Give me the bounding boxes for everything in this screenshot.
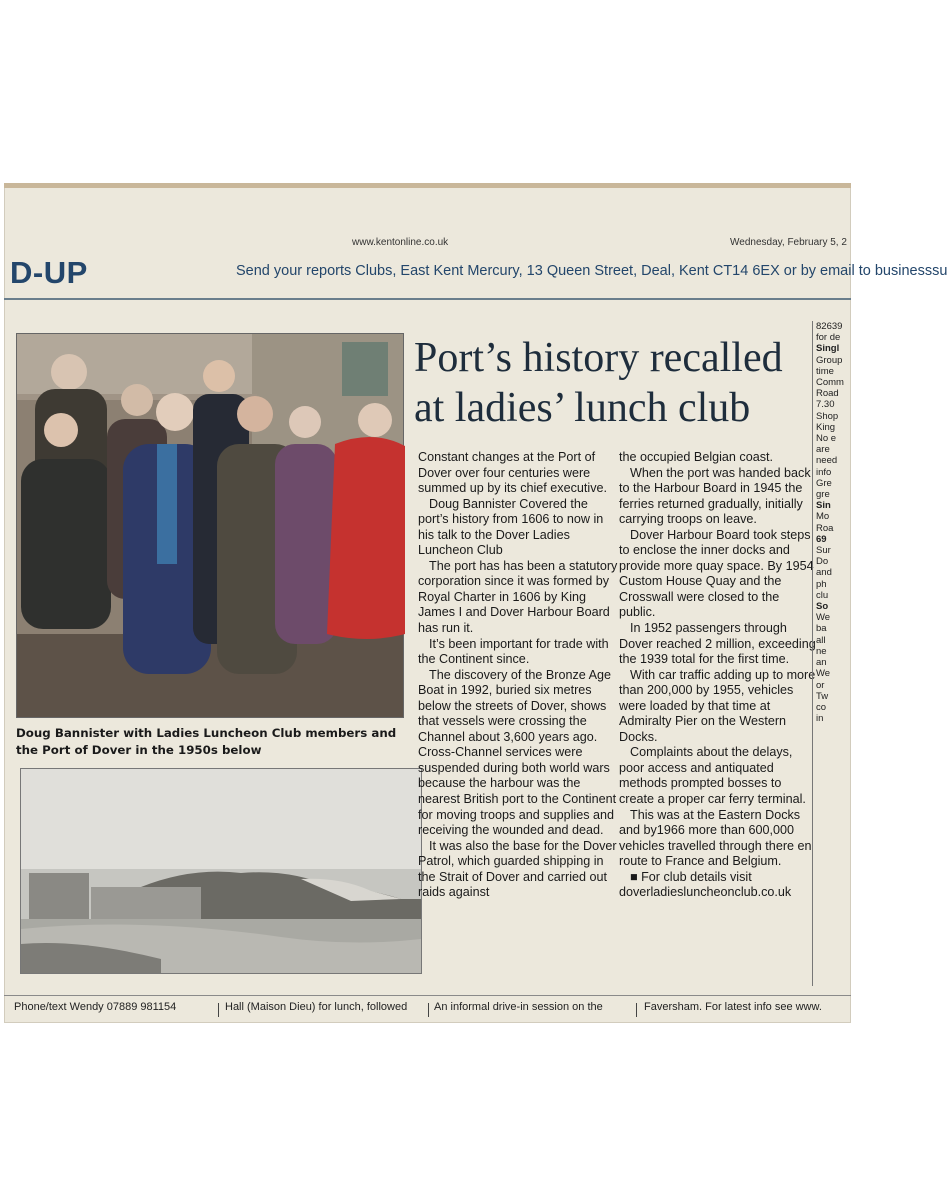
sidebar-fragment-line: and	[816, 567, 832, 579]
header-url: www.kentonline.co.uk	[352, 237, 449, 248]
section-tag: D-UP	[10, 255, 88, 290]
paragraph: It’s been important for trade with the Continent since.	[418, 636, 609, 667]
sidebar-fragment-line: Group	[816, 354, 843, 366]
paragraph: In 1952 passengers through Dover reached 2 million, exceeding the 1939 total for the first time.	[619, 621, 816, 667]
paragraph: Constant changes at the Port of Dover over four centuries were summed up by its chief executive.	[418, 450, 607, 496]
paragraph: Complaints about the delays, poor access and antiquated methods prompted bosses to create a proper car ferry terminal.	[619, 745, 806, 807]
paragraph: With car traffic adding up to more than 200,000 by 1955, vehicles were loaded by that time at Admiralty Pier on the Western Docks.	[619, 667, 816, 744]
sidebar-fragment-line: or	[816, 679, 825, 691]
footer-rule	[4, 995, 851, 996]
footer-separator	[428, 1003, 429, 1017]
adjacent-column-fragment	[812, 321, 858, 986]
clipping-top-edge	[4, 183, 851, 188]
sidebar-fragment-line: Gre	[816, 477, 832, 489]
footer-separator	[218, 1003, 219, 1017]
paragraph: Doug Bannister Covered the port’s history from 1606 to now in his talk to the Dover Ladies Luncheon Club	[418, 496, 604, 558]
paragraph: When the port was handed back to the Harbour Board in 1945 the ferries returned gradually, initially carrying troops on leave.	[619, 465, 811, 527]
footer-text-3: An informal drive-in session on the	[434, 1001, 603, 1013]
sidebar-fragment-line: Tw	[816, 690, 829, 702]
sidebar-fragment-line: No e	[816, 433, 837, 445]
port-of-dover-photo	[20, 768, 422, 974]
sidebar-fragment-line: King	[816, 421, 836, 433]
footer-text-1: Phone/text Wendy 07889 981154	[14, 1001, 177, 1013]
sidebar-fragment-line: Comm	[816, 377, 844, 389]
sidebar-fragment-line: Roa	[816, 522, 834, 534]
newspaper-clipping	[4, 183, 947, 1023]
sidebar-fragment-line: 7.30	[816, 399, 835, 411]
sidebar-fragment-line: 69	[816, 533, 827, 545]
sidebar-fragment-line: need	[816, 455, 838, 467]
sidebar-fragment-line: 82639	[816, 321, 843, 332]
sidebar-fragment-line: We	[816, 612, 831, 624]
article-column-2	[619, 450, 819, 901]
sidebar-fragment-line: Do	[816, 556, 829, 568]
sidebar-fragment-line: Sur	[816, 545, 831, 557]
paragraph: the occupied Belgian coast.	[619, 450, 774, 464]
sidebar-fragment-line: co	[816, 701, 827, 713]
sidebar-fragment-line: for de	[816, 332, 841, 344]
paragraph: This was at the Eastern Docks and by1966 more than 600,000 vehicles travelled through there en route to France and Belgium.	[619, 807, 812, 869]
paragraph: The discovery of the Bronze Age Boat in 1992, buried six metres below the streets of Dover, shows that vessels were crossing the Channel about 3,600 years ago. Cross-Channel services were suspended during both world wars because the harbour was the nearest British port to the Continent for moving troops and supplies and receiving the wounded and dead.	[418, 667, 617, 838]
sidebar-fragment-line: Shop	[816, 410, 839, 422]
header-rule	[4, 298, 851, 300]
sidebar-fragment-line: ne	[816, 645, 827, 657]
sidebar-fragment-line: an	[816, 657, 827, 669]
sidebar-fragment-line: gre	[816, 489, 830, 501]
header-date: Wednesday, February 5, 2	[730, 237, 847, 248]
sidebar-fragment-line: We	[816, 668, 831, 680]
club-details-link: ■ For club details visit doverladiesluncheonclub.co.uk	[619, 869, 792, 900]
sidebar-fragment-line: all	[816, 634, 826, 646]
sidebar-fragment-line: Road	[816, 388, 839, 400]
sidebar-fragment-line: time	[816, 365, 834, 377]
sidebar-fragment-line: info	[816, 466, 832, 478]
paragraph: Dover Harbour Board took steps to enclose the inner docks and provide more quay space. By 1954 Custom House Quay and the Crosswall were closed to the public.	[619, 527, 814, 620]
group-photo	[16, 333, 404, 718]
paragraph: The port has has been a statutory corporation since it was formed by Royal Charter in 1606 by King James I and Dover Harbour Board has run it.	[418, 558, 618, 636]
send-reports-line: Send your reports Clubs, East Kent Mercury, 13 Queen Street, Deal, Kent CT14 6EX or by email to businesssu	[236, 263, 947, 279]
footer-separator	[636, 1003, 637, 1017]
sidebar-fragment-line: ph	[816, 578, 827, 590]
article-column-1	[418, 450, 618, 901]
sidebar-fragment-line: in	[816, 713, 824, 725]
headline: Port’s history recalled at ladies’ lunch club	[414, 335, 783, 431]
sidebar-fragment-line: Mo	[816, 511, 830, 523]
sidebar-fragment-line: So	[816, 601, 829, 613]
photo-caption: Doug Bannister with Ladies Luncheon Club members and the Port of Dover in the 1950s below	[16, 726, 397, 757]
footer-text-2: Hall (Maison Dieu) for lunch, followed	[225, 1001, 408, 1013]
sidebar-fragment-line: are	[816, 444, 830, 456]
paragraph: It was also the base for the Dover Patrol, which guarded shipping in the Strait of Dover and carried out raids against	[418, 838, 617, 900]
sidebar-fragment-line: Sin	[816, 500, 831, 512]
sidebar-fragment-line: clu	[816, 589, 829, 601]
footer-text-4: Faversham. For latest info see www.	[644, 1001, 822, 1013]
sidebar-fragment-line: ba	[816, 623, 827, 635]
sidebar-fragment-line: Singl	[816, 343, 840, 355]
